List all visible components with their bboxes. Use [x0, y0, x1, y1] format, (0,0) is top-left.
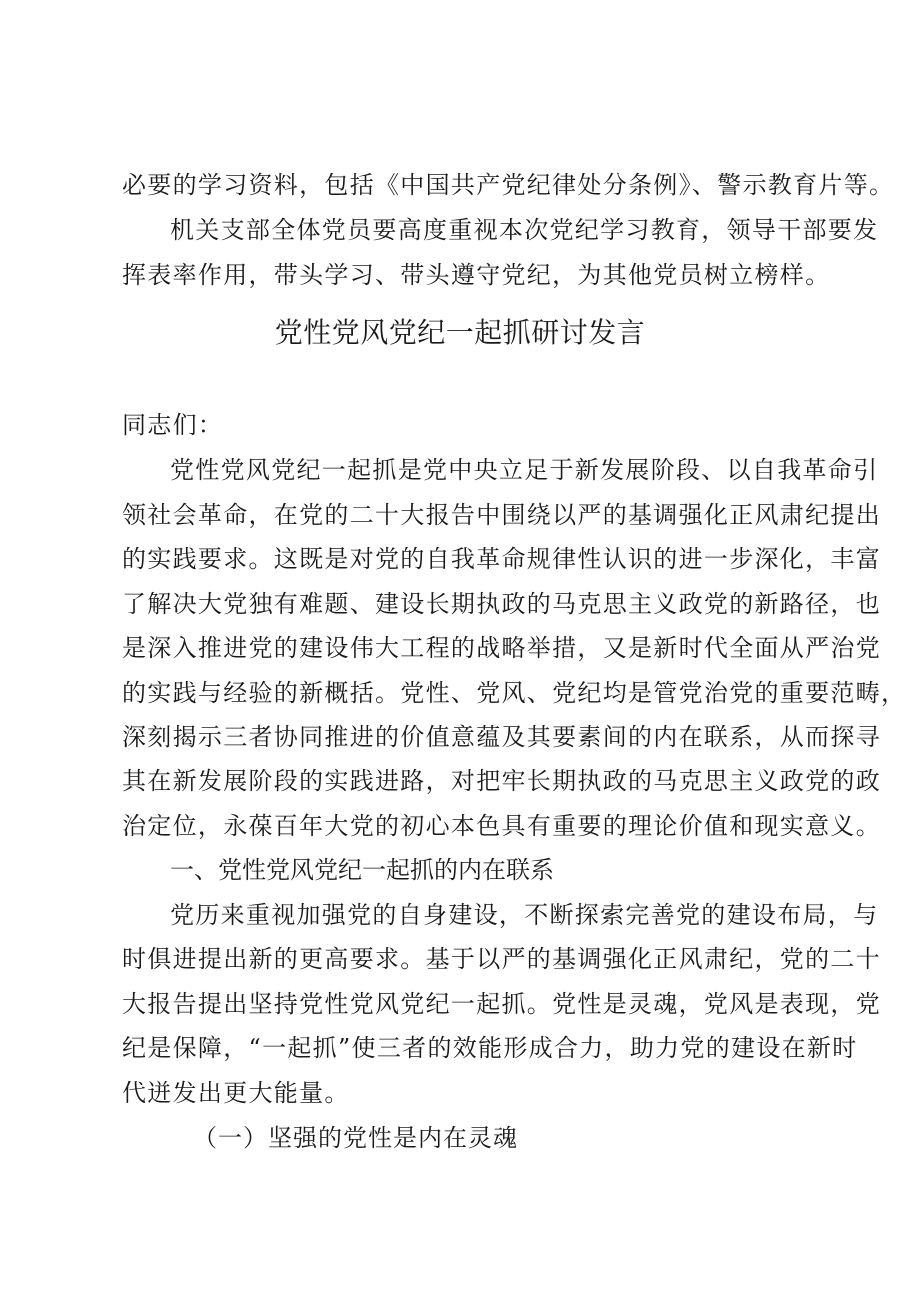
intro-line: 领社会革命，在党的二十大报告中围绕以严的基调强化正风肃纪提出: [122, 501, 881, 529]
intro-line: 是深入推进党的建设伟大工程的战略举措，又是新时代全面从严治党: [122, 634, 881, 662]
intro-line: 党性党风党纪一起抓是党中央立足于新发展阶段、以自我革命引: [170, 456, 879, 484]
intro-line: 治定位，永葆百年大党的初心本色具有重要的理论价值和现实意义。: [122, 812, 881, 840]
intro-line: 了解决大党独有难题、建设长期执政的马克思主义政党的新路径，也: [122, 590, 881, 618]
intro-line: 的实践与经验的新概括。党性、党风、党纪均是管党治党的重要范畴，: [122, 679, 907, 707]
salutation: 同志们：: [122, 411, 224, 439]
section-line: 党历来重视加强党的自身建设，不断探索完善党的建设布局，与: [170, 901, 879, 929]
subsection-heading: （一）坚强的党性是内在灵魂: [193, 1124, 518, 1152]
section-line: 代迸发出更大能量。: [122, 1079, 350, 1107]
body-line: 挥表率作用，带头学习、带头遵守党纪，为其他党员树立榜样。: [122, 261, 831, 289]
section-heading: 一、党性党风党纪一起抓的内在联系: [170, 856, 554, 884]
body-line: 必要的学习资料，包括《中国共产党纪律处分条例》、警示教育片等。: [122, 171, 895, 199]
intro-line: 其在新发展阶段的实践进路，对把牢长期执政的马克思主义政党的政: [122, 767, 881, 795]
body-line: 机关支部全体党员要高度重视本次党纪学习教育，领导干部要发: [170, 216, 879, 244]
intro-line: 深刻揭示三者协同推进的价值意蕴及其要素间的内在联系，从而探寻: [122, 723, 881, 751]
intro-line: 的实践要求。这既是对党的自我革命规律性认识的进一步深化，丰富: [122, 545, 881, 573]
document-title: 党性党风党纪一起抓研讨发言: [274, 316, 646, 349]
section-line: 大报告提出坚持党性党风党纪一起抓。党性是灵魂，党风是表现，党: [122, 990, 881, 1018]
section-line: 时俱进提出新的更高要求。基于以严的基调强化正风肃纪，党的二十: [122, 945, 881, 973]
section-line: 纪是保障，“一起抓”使三者的效能形成合力，助力党的建设在新时: [122, 1034, 858, 1062]
